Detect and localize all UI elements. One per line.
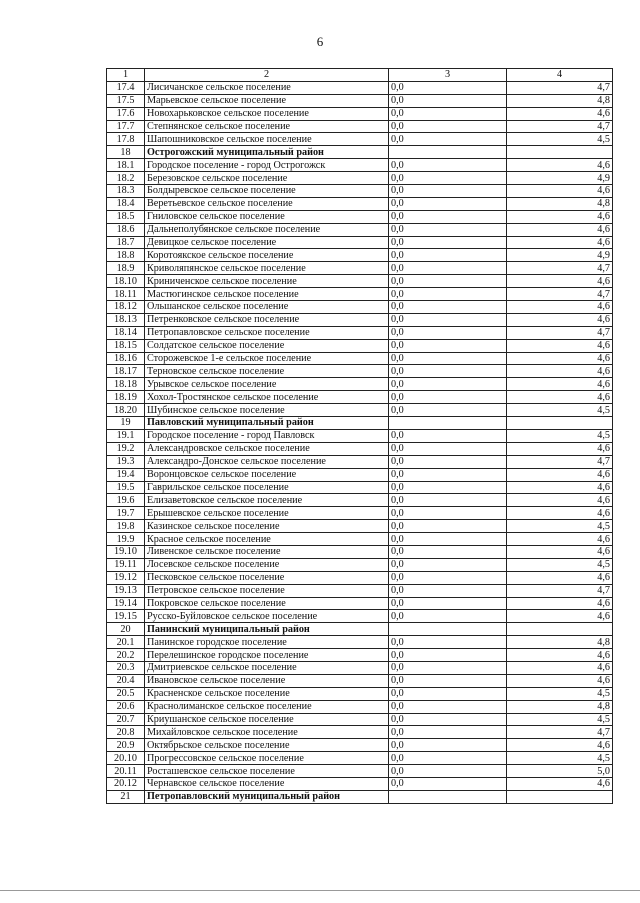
row-number-cell: 20.2 bbox=[107, 649, 145, 662]
row-col3-cell: 0,0 bbox=[389, 262, 507, 275]
row-name-cell: Михайловское сельское поселение bbox=[145, 726, 389, 739]
row-number-cell: 19.2 bbox=[107, 442, 145, 455]
table-row bbox=[107, 352, 613, 365]
table-row bbox=[107, 700, 613, 713]
district-row bbox=[107, 417, 613, 430]
row-col3-cell: 0,0 bbox=[389, 185, 507, 198]
page-number: 6 bbox=[316, 34, 324, 49]
row-col4-cell: 4,7 bbox=[507, 726, 613, 739]
row-col4-cell: 4,5 bbox=[507, 133, 613, 146]
row-col3-cell bbox=[389, 790, 507, 803]
row-name-cell: Александровское сельское поселение bbox=[145, 442, 389, 455]
row-number-cell: 19.12 bbox=[107, 571, 145, 584]
row-col3-cell: 0,0 bbox=[389, 133, 507, 146]
row-col3-cell bbox=[389, 146, 507, 159]
row-number-cell: 17.7 bbox=[107, 120, 145, 133]
table-row bbox=[107, 185, 613, 198]
row-col3-cell: 0,0 bbox=[389, 365, 507, 378]
table-row bbox=[107, 571, 613, 584]
row-col4-cell: 4,6 bbox=[507, 597, 613, 610]
row-name-cell: Петропавловское сельское поселение bbox=[145, 326, 389, 339]
row-name-cell: Болдыревское сельское поселение bbox=[145, 185, 389, 198]
row-col3-cell: 0,0 bbox=[389, 159, 507, 172]
table-row bbox=[107, 533, 613, 546]
row-name-cell: Елизаветовское сельское поселение bbox=[145, 494, 389, 507]
row-name-cell: Урывское сельское поселение bbox=[145, 378, 389, 391]
table-row bbox=[107, 597, 613, 610]
table-row bbox=[107, 545, 613, 558]
row-col3-cell: 0,0 bbox=[389, 223, 507, 236]
row-col4-cell: 4,5 bbox=[507, 558, 613, 571]
row-col3-cell: 0,0 bbox=[389, 597, 507, 610]
row-name-cell: Городское поселение - город Острогожск bbox=[145, 159, 389, 172]
row-col4-cell: 4,6 bbox=[507, 236, 613, 249]
row-number-cell: 19.8 bbox=[107, 520, 145, 533]
row-col4-cell: 4,6 bbox=[507, 468, 613, 481]
row-col4-cell: 4,6 bbox=[507, 481, 613, 494]
table-row bbox=[107, 313, 613, 326]
row-col4-cell: 4,8 bbox=[507, 700, 613, 713]
row-name-cell: Панинский муниципальный район bbox=[145, 623, 389, 636]
row-name-cell: Шапошниковское сельское поселение bbox=[145, 133, 389, 146]
table-row bbox=[107, 468, 613, 481]
row-col3-cell: 0,0 bbox=[389, 726, 507, 739]
row-name-cell: Марьевское сельское поселение bbox=[145, 94, 389, 107]
table-row bbox=[107, 107, 613, 120]
row-col4-cell: 4,5 bbox=[507, 752, 613, 765]
row-name-cell: Перелешинское городское поселение bbox=[145, 649, 389, 662]
row-col3-cell bbox=[389, 623, 507, 636]
row-col4-cell: 4,6 bbox=[507, 185, 613, 198]
row-name-cell: Петровское сельское поселение bbox=[145, 584, 389, 597]
table-row bbox=[107, 159, 613, 172]
row-name-cell: Веретьевское сельское поселение bbox=[145, 197, 389, 210]
row-name-cell: Мастюгинское сельское поселение bbox=[145, 288, 389, 301]
row-col3-cell: 0,0 bbox=[389, 558, 507, 571]
row-name-cell: Казинское сельское поселение bbox=[145, 520, 389, 533]
row-number-cell: 20.6 bbox=[107, 700, 145, 713]
row-name-cell: Ольшанское сельское поселение bbox=[145, 301, 389, 314]
row-col4-cell bbox=[507, 790, 613, 803]
table-row bbox=[107, 610, 613, 623]
row-col3-cell: 0,0 bbox=[389, 481, 507, 494]
row-name-cell: Октябрьское сельское поселение bbox=[145, 739, 389, 752]
row-name-cell: Красненское сельское поселение bbox=[145, 687, 389, 700]
row-name-cell: Дальнеполубянское сельское поселение bbox=[145, 223, 389, 236]
row-name-cell: Ерышевское сельское поселение bbox=[145, 507, 389, 520]
row-number-cell: 18.11 bbox=[107, 288, 145, 301]
row-col3-cell: 0,0 bbox=[389, 700, 507, 713]
row-col4-cell: 4,6 bbox=[507, 661, 613, 674]
row-col3-cell: 0,0 bbox=[389, 378, 507, 391]
row-number-cell: 20.9 bbox=[107, 739, 145, 752]
row-col4-cell: 4,6 bbox=[507, 391, 613, 404]
row-col4-cell: 4,6 bbox=[507, 533, 613, 546]
data-table bbox=[106, 68, 613, 804]
row-col3-cell: 0,0 bbox=[389, 455, 507, 468]
row-col3-cell: 0,0 bbox=[389, 520, 507, 533]
row-col4-cell bbox=[507, 146, 613, 159]
row-col4-cell: 4,6 bbox=[507, 378, 613, 391]
row-col3-cell: 0,0 bbox=[389, 468, 507, 481]
row-name-cell: Красное сельское поселение bbox=[145, 533, 389, 546]
row-name-cell: Гаврильское сельское поселение bbox=[145, 481, 389, 494]
row-number-cell: 18 bbox=[107, 146, 145, 159]
row-number-cell: 20.5 bbox=[107, 687, 145, 700]
table-row bbox=[107, 713, 613, 726]
row-col3-cell: 0,0 bbox=[389, 352, 507, 365]
row-name-cell: Коротоякское сельское поселение bbox=[145, 249, 389, 262]
header-col-2: 2 bbox=[145, 69, 389, 82]
row-number-cell: 20.11 bbox=[107, 765, 145, 778]
row-name-cell: Ливенское сельское поселение bbox=[145, 545, 389, 558]
row-col3-cell: 0,0 bbox=[389, 210, 507, 223]
row-number-cell: 19.10 bbox=[107, 545, 145, 558]
row-name-cell: Острогожский муниципальный район bbox=[145, 146, 389, 159]
row-number-cell: 17.6 bbox=[107, 107, 145, 120]
row-col4-cell: 4,5 bbox=[507, 429, 613, 442]
table-row bbox=[107, 726, 613, 739]
row-number-cell: 19.3 bbox=[107, 455, 145, 468]
row-number-cell: 18.7 bbox=[107, 236, 145, 249]
row-col3-cell: 0,0 bbox=[389, 739, 507, 752]
row-number-cell: 17.5 bbox=[107, 94, 145, 107]
row-number-cell: 18.5 bbox=[107, 210, 145, 223]
row-name-cell: Новохарьковское сельское поселение bbox=[145, 107, 389, 120]
row-name-cell: Криниченское сельское поселение bbox=[145, 275, 389, 288]
table-row bbox=[107, 210, 613, 223]
district-row bbox=[107, 790, 613, 803]
table-row bbox=[107, 636, 613, 649]
row-number-cell: 18.10 bbox=[107, 275, 145, 288]
row-col3-cell: 0,0 bbox=[389, 752, 507, 765]
bottom-rule bbox=[0, 890, 640, 891]
table-row bbox=[107, 262, 613, 275]
row-name-cell: Русско-Буйловское сельское поселение bbox=[145, 610, 389, 623]
row-col4-cell: 4,7 bbox=[507, 81, 613, 94]
row-col4-cell: 4,7 bbox=[507, 326, 613, 339]
row-col3-cell: 0,0 bbox=[389, 687, 507, 700]
row-col3-cell: 0,0 bbox=[389, 172, 507, 185]
row-number-cell: 20.1 bbox=[107, 636, 145, 649]
row-col3-cell: 0,0 bbox=[389, 545, 507, 558]
row-name-cell: Березовское сельское поселение bbox=[145, 172, 389, 185]
table-row bbox=[107, 197, 613, 210]
table-row bbox=[107, 674, 613, 687]
row-col3-cell: 0,0 bbox=[389, 197, 507, 210]
row-col4-cell: 4,6 bbox=[507, 739, 613, 752]
row-name-cell: Ивановское сельское поселение bbox=[145, 674, 389, 687]
row-col3-cell: 0,0 bbox=[389, 533, 507, 546]
row-name-cell: Прогрессовское сельское поселение bbox=[145, 752, 389, 765]
row-col4-cell: 4,6 bbox=[507, 365, 613, 378]
row-name-cell: Дмитриевское сельское поселение bbox=[145, 661, 389, 674]
row-number-cell: 18.4 bbox=[107, 197, 145, 210]
row-number-cell: 20.3 bbox=[107, 661, 145, 674]
row-col4-cell: 4,8 bbox=[507, 197, 613, 210]
table-row bbox=[107, 249, 613, 262]
row-number-cell: 19.5 bbox=[107, 481, 145, 494]
row-col4-cell: 4,6 bbox=[507, 159, 613, 172]
row-name-cell: Петренковское сельское поселение bbox=[145, 313, 389, 326]
row-name-cell: Лосевское сельское поселение bbox=[145, 558, 389, 571]
row-number-cell: 19.13 bbox=[107, 584, 145, 597]
row-col3-cell: 0,0 bbox=[389, 313, 507, 326]
table-row bbox=[107, 236, 613, 249]
row-col3-cell: 0,0 bbox=[389, 107, 507, 120]
row-col4-cell: 4,7 bbox=[507, 584, 613, 597]
row-name-cell: Чернавское сельское поселение bbox=[145, 777, 389, 790]
row-col3-cell: 0,0 bbox=[389, 661, 507, 674]
row-number-cell: 19.7 bbox=[107, 507, 145, 520]
table-row bbox=[107, 649, 613, 662]
row-number-cell: 19.11 bbox=[107, 558, 145, 571]
row-col4-cell: 4,7 bbox=[507, 455, 613, 468]
row-col4-cell: 4,5 bbox=[507, 687, 613, 700]
row-col4-cell bbox=[507, 417, 613, 430]
row-col4-cell: 4,8 bbox=[507, 94, 613, 107]
table-row bbox=[107, 429, 613, 442]
row-col4-cell: 4,6 bbox=[507, 571, 613, 584]
table-header-row bbox=[107, 69, 613, 82]
row-number-cell: 20.7 bbox=[107, 713, 145, 726]
row-number-cell: 19.1 bbox=[107, 429, 145, 442]
row-number-cell: 18.13 bbox=[107, 313, 145, 326]
row-col3-cell: 0,0 bbox=[389, 571, 507, 584]
row-name-cell: Павловский муниципальный район bbox=[145, 417, 389, 430]
row-name-cell: Хохол-Тростянское сельское поселение bbox=[145, 391, 389, 404]
row-col3-cell: 0,0 bbox=[389, 777, 507, 790]
table-body bbox=[107, 69, 613, 804]
row-col3-cell: 0,0 bbox=[389, 442, 507, 455]
row-col3-cell: 0,0 bbox=[389, 674, 507, 687]
row-col3-cell bbox=[389, 417, 507, 430]
row-number-cell: 19.4 bbox=[107, 468, 145, 481]
row-col3-cell: 0,0 bbox=[389, 249, 507, 262]
table-row bbox=[107, 687, 613, 700]
row-col3-cell: 0,0 bbox=[389, 636, 507, 649]
row-number-cell: 17.8 bbox=[107, 133, 145, 146]
row-number-cell: 18.1 bbox=[107, 159, 145, 172]
row-number-cell: 17.4 bbox=[107, 81, 145, 94]
row-col4-cell: 4,6 bbox=[507, 545, 613, 558]
table-row bbox=[107, 301, 613, 314]
row-number-cell: 18.14 bbox=[107, 326, 145, 339]
table-row bbox=[107, 391, 613, 404]
table-row bbox=[107, 558, 613, 571]
table-row bbox=[107, 378, 613, 391]
row-col4-cell: 4,6 bbox=[507, 313, 613, 326]
table-row bbox=[107, 584, 613, 597]
table-row bbox=[107, 288, 613, 301]
row-number-cell: 18.19 bbox=[107, 391, 145, 404]
row-col3-cell: 0,0 bbox=[389, 649, 507, 662]
row-col3-cell: 0,0 bbox=[389, 404, 507, 417]
row-col3-cell: 0,0 bbox=[389, 288, 507, 301]
table-row bbox=[107, 481, 613, 494]
row-col4-cell: 4,6 bbox=[507, 339, 613, 352]
row-number-cell: 20 bbox=[107, 623, 145, 636]
row-col4-cell: 5,0 bbox=[507, 765, 613, 778]
row-number-cell: 20.8 bbox=[107, 726, 145, 739]
table-row bbox=[107, 365, 613, 378]
row-name-cell: Петропавловский муниципальный район bbox=[145, 790, 389, 803]
row-col4-cell: 4,6 bbox=[507, 301, 613, 314]
table-row bbox=[107, 777, 613, 790]
table-row bbox=[107, 661, 613, 674]
row-col4-cell: 4,6 bbox=[507, 275, 613, 288]
row-number-cell: 20.4 bbox=[107, 674, 145, 687]
table-row bbox=[107, 120, 613, 133]
row-number-cell: 19.15 bbox=[107, 610, 145, 623]
row-name-cell: Краснолиманское сельское поселение bbox=[145, 700, 389, 713]
row-col3-cell: 0,0 bbox=[389, 94, 507, 107]
table-row bbox=[107, 765, 613, 778]
row-number-cell: 19.6 bbox=[107, 494, 145, 507]
row-col4-cell: 4,6 bbox=[507, 210, 613, 223]
row-name-cell: Покровское сельское поселение bbox=[145, 597, 389, 610]
row-number-cell: 20.10 bbox=[107, 752, 145, 765]
row-name-cell: Песковское сельское поселение bbox=[145, 571, 389, 584]
row-col3-cell: 0,0 bbox=[389, 326, 507, 339]
row-number-cell: 18.6 bbox=[107, 223, 145, 236]
row-name-cell: Криушанское сельское поселение bbox=[145, 713, 389, 726]
table-row bbox=[107, 339, 613, 352]
row-col3-cell: 0,0 bbox=[389, 301, 507, 314]
row-col4-cell: 4,9 bbox=[507, 249, 613, 262]
row-name-cell: Росташевское сельское поселение bbox=[145, 765, 389, 778]
table-row bbox=[107, 520, 613, 533]
table-row bbox=[107, 133, 613, 146]
row-col3-cell: 0,0 bbox=[389, 610, 507, 623]
row-col4-cell: 4,6 bbox=[507, 352, 613, 365]
table-row bbox=[107, 275, 613, 288]
row-col4-cell: 4,7 bbox=[507, 262, 613, 275]
row-col4-cell: 4,6 bbox=[507, 674, 613, 687]
row-col4-cell: 4,5 bbox=[507, 520, 613, 533]
row-col4-cell: 4,6 bbox=[507, 649, 613, 662]
row-name-cell: Степнянское сельское поселение bbox=[145, 120, 389, 133]
row-number-cell: 21 bbox=[107, 790, 145, 803]
row-name-cell: Александро-Донское сельское поселение bbox=[145, 455, 389, 468]
row-number-cell: 19.9 bbox=[107, 533, 145, 546]
row-col3-cell: 0,0 bbox=[389, 765, 507, 778]
row-name-cell: Девицкое сельское поселение bbox=[145, 236, 389, 249]
table-row bbox=[107, 404, 613, 417]
row-number-cell: 18.20 bbox=[107, 404, 145, 417]
row-number-cell: 20.12 bbox=[107, 777, 145, 790]
row-col4-cell: 4,5 bbox=[507, 404, 613, 417]
row-col3-cell: 0,0 bbox=[389, 391, 507, 404]
row-col4-cell bbox=[507, 623, 613, 636]
row-col4-cell: 4,8 bbox=[507, 636, 613, 649]
row-name-cell: Шубинское сельское поселение bbox=[145, 404, 389, 417]
row-number-cell: 18.18 bbox=[107, 378, 145, 391]
table-row bbox=[107, 739, 613, 752]
row-col3-cell: 0,0 bbox=[389, 507, 507, 520]
row-number-cell: 18.12 bbox=[107, 301, 145, 314]
row-number-cell: 18.3 bbox=[107, 185, 145, 198]
row-col3-cell: 0,0 bbox=[389, 275, 507, 288]
row-name-cell: Солдатское сельское поселение bbox=[145, 339, 389, 352]
row-col4-cell: 4,6 bbox=[507, 777, 613, 790]
row-col3-cell: 0,0 bbox=[389, 584, 507, 597]
table-row bbox=[107, 455, 613, 468]
table-row bbox=[107, 326, 613, 339]
row-col3-cell: 0,0 bbox=[389, 494, 507, 507]
row-col4-cell: 4,9 bbox=[507, 172, 613, 185]
table-row bbox=[107, 94, 613, 107]
table-row bbox=[107, 81, 613, 94]
district-row bbox=[107, 623, 613, 636]
row-name-cell: Криволяпянское сельское поселение bbox=[145, 262, 389, 275]
row-col4-cell: 4,7 bbox=[507, 120, 613, 133]
table-row bbox=[107, 223, 613, 236]
header-col-3: 3 bbox=[389, 69, 507, 82]
row-col4-cell: 4,6 bbox=[507, 107, 613, 120]
row-col3-cell: 0,0 bbox=[389, 339, 507, 352]
table-row bbox=[107, 507, 613, 520]
row-number-cell: 19 bbox=[107, 417, 145, 430]
row-number-cell: 18.9 bbox=[107, 262, 145, 275]
row-number-cell: 19.14 bbox=[107, 597, 145, 610]
row-name-cell: Сторожевское 1-е сельское поселение bbox=[145, 352, 389, 365]
row-col3-cell: 0,0 bbox=[389, 429, 507, 442]
table-row bbox=[107, 752, 613, 765]
district-row bbox=[107, 146, 613, 159]
row-col3-cell: 0,0 bbox=[389, 81, 507, 94]
row-col4-cell: 4,6 bbox=[507, 442, 613, 455]
row-col4-cell: 4,5 bbox=[507, 713, 613, 726]
table-row bbox=[107, 442, 613, 455]
row-col4-cell: 4,6 bbox=[507, 494, 613, 507]
row-name-cell: Гниловское сельское поселение bbox=[145, 210, 389, 223]
row-col3-cell: 0,0 bbox=[389, 713, 507, 726]
row-number-cell: 18.2 bbox=[107, 172, 145, 185]
row-number-cell: 18.16 bbox=[107, 352, 145, 365]
row-col4-cell: 4,6 bbox=[507, 507, 613, 520]
table-row bbox=[107, 494, 613, 507]
row-col4-cell: 4,6 bbox=[507, 610, 613, 623]
row-col4-cell: 4,7 bbox=[507, 288, 613, 301]
table-row bbox=[107, 172, 613, 185]
row-number-cell: 18.17 bbox=[107, 365, 145, 378]
row-name-cell: Панинское городское поселение bbox=[145, 636, 389, 649]
row-col3-cell: 0,0 bbox=[389, 120, 507, 133]
row-col4-cell: 4,6 bbox=[507, 223, 613, 236]
header-col-4: 4 bbox=[507, 69, 613, 82]
row-col3-cell: 0,0 bbox=[389, 236, 507, 249]
row-name-cell: Лисичанское сельское поселение bbox=[145, 81, 389, 94]
row-number-cell: 18.15 bbox=[107, 339, 145, 352]
row-name-cell: Городское поселение - город Павловск bbox=[145, 429, 389, 442]
header-col-1: 1 bbox=[107, 69, 145, 82]
row-name-cell: Воронцовское сельское поселение bbox=[145, 468, 389, 481]
row-number-cell: 18.8 bbox=[107, 249, 145, 262]
row-name-cell: Терновское сельское поселение bbox=[145, 365, 389, 378]
